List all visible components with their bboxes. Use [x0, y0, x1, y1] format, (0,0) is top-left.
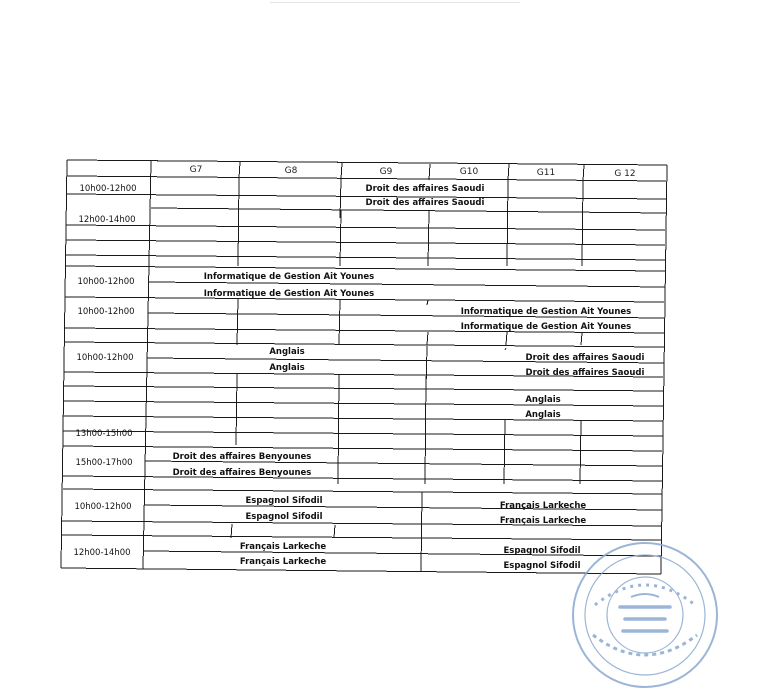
timetable-grid: [61, 160, 667, 574]
course-entry: Espagnol Sifodil: [245, 496, 323, 506]
header-g7: G7: [189, 165, 203, 175]
course-entry: Espagnol Sifodil: [503, 561, 581, 571]
course-entry: Français Larkeche: [239, 542, 327, 552]
time-slot: 13h00-15h00: [75, 429, 133, 439]
header-g8: G8: [284, 166, 298, 176]
course-entry: Français Larkeche: [499, 516, 587, 526]
header-g10: G10: [459, 167, 479, 177]
time-slot: 10h00-12h00: [74, 502, 132, 512]
course-entry: Espagnol Sifodil: [503, 546, 581, 556]
time-slot: 15h00-17h00: [75, 458, 133, 468]
time-slot: 12h00-14h00: [73, 548, 131, 558]
time-slot: 12h00-14h00: [78, 215, 136, 225]
course-entry: Anglais: [269, 363, 305, 373]
course-entry: Anglais: [269, 347, 305, 357]
header-g12: G 12: [614, 169, 636, 179]
course-entry: Droit des affaires Saoudi: [365, 184, 485, 194]
official-stamp: [565, 535, 725, 695]
course-entry: Droit des affaires Saoudi: [525, 368, 645, 378]
course-entry: Français Larkeche: [239, 557, 327, 567]
course-entry: Espagnol Sifodil: [245, 512, 323, 522]
time-slot: 10h00-12h00: [76, 353, 134, 363]
course-entry: Droit des affaires Benyounes: [172, 468, 312, 478]
course-entry: Anglais: [525, 410, 561, 420]
course-entry: Informatique de Gestion Ait Younes: [203, 289, 375, 299]
course-entry: Français Larkeche: [499, 501, 587, 511]
time-slot: 10h00-12h00: [79, 184, 137, 194]
course-entry: Droit des affaires Benyounes: [172, 452, 312, 462]
time-slot: 10h00-12h00: [77, 307, 135, 317]
course-entry: Droit des affaires Saoudi: [365, 198, 485, 208]
time-slot: 10h00-12h00: [77, 277, 135, 287]
course-entry: Droit des affaires Saoudi: [525, 353, 645, 363]
course-entry: Informatique de Gestion Ait Younes: [460, 322, 632, 332]
course-entry: Anglais: [525, 395, 561, 405]
course-entry: Informatique de Gestion Ait Younes: [460, 307, 632, 317]
course-entry: Informatique de Gestion Ait Younes: [203, 272, 375, 282]
header-g11: G11: [536, 168, 556, 178]
header-g9: G9: [379, 167, 393, 177]
